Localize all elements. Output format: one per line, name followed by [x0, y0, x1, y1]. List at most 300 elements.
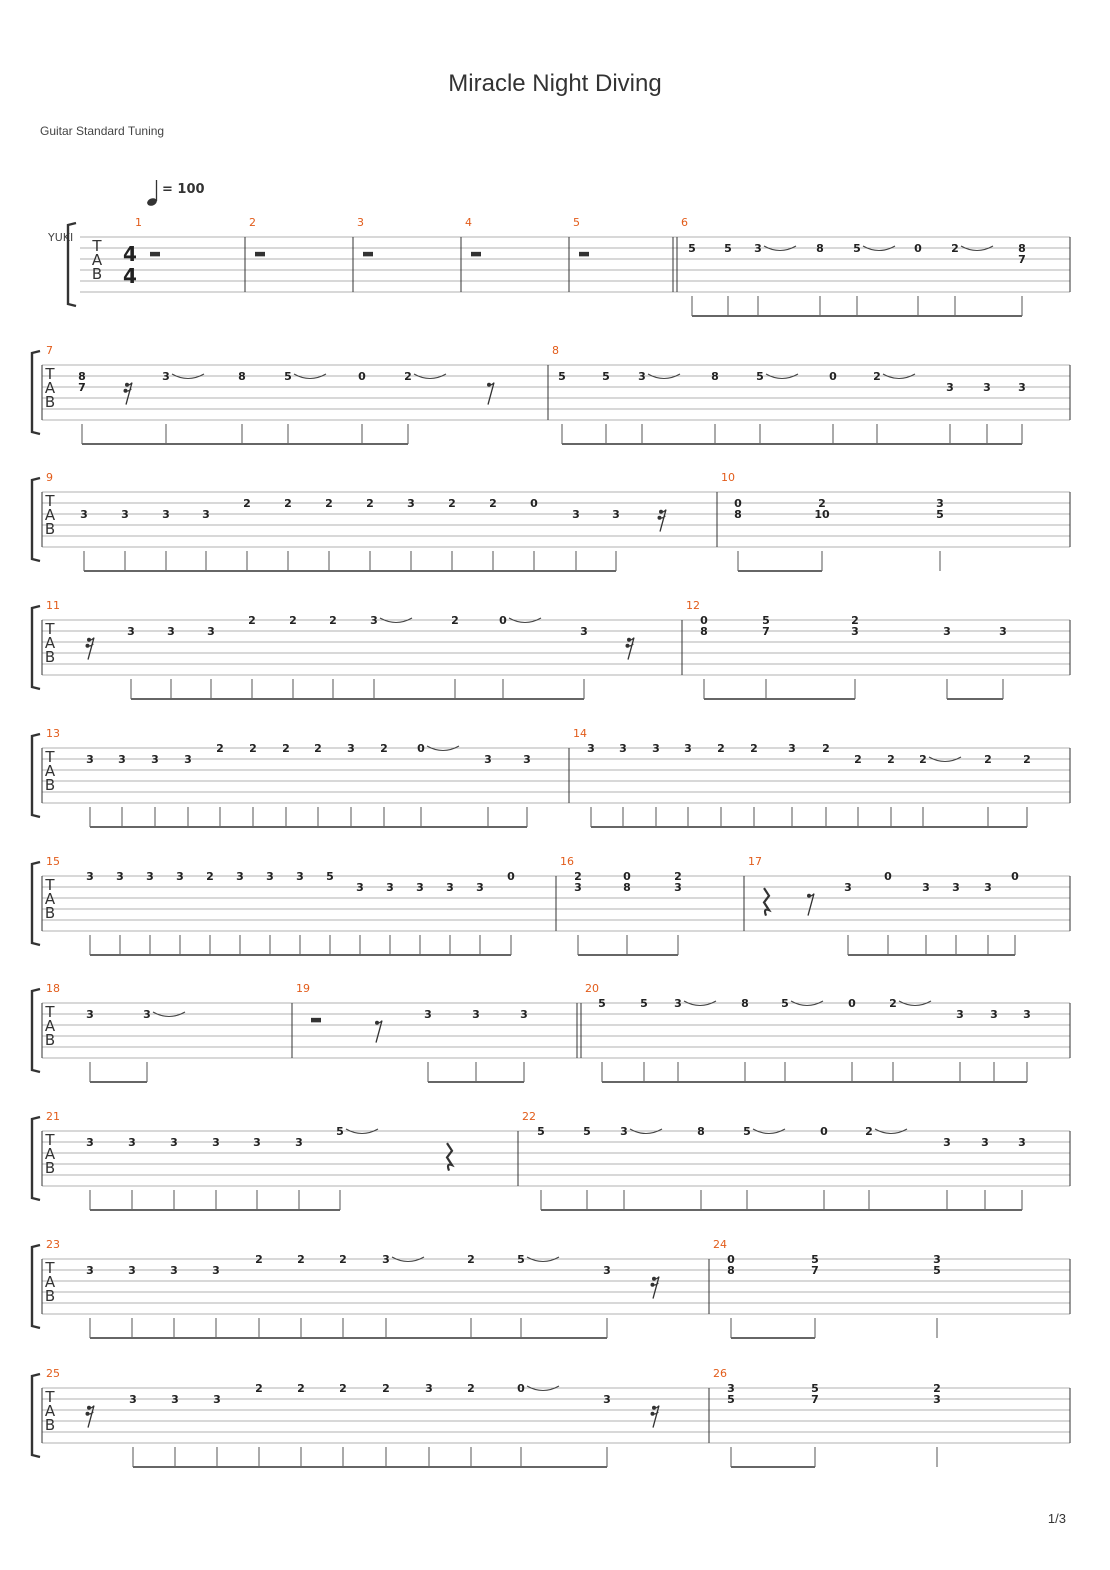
tab-clef-letter: T [45, 1259, 55, 1277]
system-bracket [32, 862, 40, 945]
fret-number: 3 [86, 1264, 94, 1277]
measure-number: 2 [249, 216, 256, 229]
measure-23 [46, 1238, 659, 1338]
fret-number: 3 [523, 753, 531, 766]
tab-clef-letter: A [44, 1402, 56, 1420]
tab-system [32, 1367, 1070, 1467]
fret-number: 0 [848, 997, 856, 1010]
fret-number: 3 [80, 508, 88, 521]
fret-number: 2 [339, 1382, 347, 1395]
fret-number: 3 [984, 881, 992, 894]
fret-number: 5 [933, 1264, 941, 1277]
fret-number: 3 [162, 370, 170, 383]
fret-number: 7 [762, 625, 770, 638]
fret-number: 0 [829, 370, 837, 383]
fret-number: 3 [118, 753, 126, 766]
tempo-marking [146, 180, 204, 207]
measure-number: 13 [46, 727, 60, 740]
fret-number: 3 [253, 1136, 261, 1149]
tab-clef-letter: T [45, 365, 55, 383]
fret-number: 7 [811, 1393, 819, 1406]
fret-number: 5 [756, 370, 764, 383]
fret-number: 3 [1018, 381, 1026, 394]
fret-number: 3 [347, 742, 355, 755]
tab-system [32, 344, 1070, 444]
tab-system [32, 982, 1070, 1082]
tuning-label: Guitar Standard Tuning [40, 124, 165, 138]
fret-number: 5 [598, 997, 606, 1010]
fret-number: 3 [946, 381, 954, 394]
fret-number: 3 [983, 381, 991, 394]
fret-number: 5 [762, 614, 770, 627]
measure-5 [573, 216, 589, 256]
fret-number: 3 [943, 625, 951, 638]
fret-number: 0 [820, 1125, 828, 1138]
fret-number: 0 [358, 370, 366, 383]
fret-number: 3 [128, 1264, 136, 1277]
fret-number: 2 [674, 870, 682, 883]
fret-number: 3 [213, 1393, 221, 1406]
fret-number: 5 [688, 242, 696, 255]
fret-number: 3 [86, 870, 94, 883]
fret-number: 2 [249, 742, 257, 755]
measure-number: 7 [46, 344, 53, 357]
fret-number: 3 [936, 497, 944, 510]
fret-number: 2 [822, 742, 830, 755]
systems-layer [32, 216, 1070, 1467]
fret-number: 2 [404, 370, 412, 383]
fret-number: 3 [603, 1393, 611, 1406]
measure-number: 1 [135, 216, 142, 229]
fret-number: 2 [297, 1382, 305, 1395]
fret-number: 3 [1018, 1136, 1026, 1149]
fret-number: 3 [86, 1008, 94, 1021]
measure-number: 20 [585, 982, 599, 995]
fret-number: 8 [711, 370, 719, 383]
fret-number: 2 [467, 1382, 475, 1395]
measure-number: 6 [681, 216, 688, 229]
fret-number: 0 [499, 614, 507, 627]
fret-number: 2 [851, 614, 859, 627]
measure-number: 22 [522, 1110, 536, 1123]
measure-number: 16 [560, 855, 574, 868]
fret-number: 8 [697, 1125, 705, 1138]
half-rest-icon [150, 252, 160, 257]
measure-4 [465, 216, 481, 256]
fret-number: 3 [674, 881, 682, 894]
fret-number: 0 [1011, 870, 1019, 883]
fret-number: 2 [750, 742, 758, 755]
fret-number: 2 [489, 497, 497, 510]
fret-number: 3 [933, 1253, 941, 1266]
page-number: 1/3 [1047, 1511, 1066, 1526]
fret-number: 3 [143, 1008, 151, 1021]
fret-number: 2 [451, 614, 459, 627]
fret-number: 3 [170, 1136, 178, 1149]
fret-number: 8 [741, 997, 749, 1010]
fret-number: 3 [151, 753, 159, 766]
fret-number: 2 [448, 497, 456, 510]
system-bracket [32, 734, 40, 817]
tab-clef-letter: T [45, 620, 55, 638]
fret-number: 0 [417, 742, 425, 755]
fret-number: 2 [206, 870, 214, 883]
tab-clef-letter: B [44, 520, 56, 538]
fret-number: 3 [236, 870, 244, 883]
fret-number: 2 [243, 497, 251, 510]
measure-24 [713, 1238, 941, 1338]
measure-18 [46, 982, 185, 1082]
tab-clef-letter: B [44, 393, 56, 411]
fret-number: 3 [472, 1008, 480, 1021]
half-rest-icon [255, 252, 265, 257]
fret-number: 8 [1018, 242, 1026, 255]
tab-clef-letter: A [44, 506, 56, 524]
system-bracket [32, 1117, 40, 1200]
measure-number: 17 [748, 855, 762, 868]
fret-number: 3 [484, 753, 492, 766]
tempo-value: = 100 [162, 182, 205, 197]
fret-number: 3 [127, 625, 135, 638]
system-bracket [32, 351, 40, 434]
tab-clef-letter: T [45, 1131, 55, 1149]
tab-clef-letter: B [44, 1287, 56, 1305]
fret-number: 5 [583, 1125, 591, 1138]
fret-number: 0 [734, 497, 742, 510]
fret-number: 2 [382, 1382, 390, 1395]
measure-26 [713, 1367, 941, 1467]
measure-14 [573, 727, 1031, 827]
measure-number: 5 [573, 216, 580, 229]
measure-number: 24 [713, 1238, 727, 1251]
fret-number: 3 [990, 1008, 998, 1021]
fret-number: 3 [956, 1008, 964, 1021]
fret-number: 3 [652, 742, 660, 755]
measure-1 [135, 216, 160, 256]
fret-number: 5 [811, 1253, 819, 1266]
tab-clef-letter: A [44, 1017, 56, 1035]
tab-clef-letter: T [45, 492, 55, 510]
measure-9 [46, 471, 666, 571]
system-bracket [32, 606, 40, 689]
tab-clef-letter: A [44, 890, 56, 908]
fret-number: 0 [884, 870, 892, 883]
fret-number: 3 [296, 870, 304, 883]
measure-2 [249, 216, 265, 256]
fret-number: 2 [314, 742, 322, 755]
system-bracket [32, 478, 40, 561]
fret-number: 3 [207, 625, 215, 638]
measure-15 [46, 855, 515, 955]
fret-number: 2 [255, 1253, 263, 1266]
fret-number: 3 [727, 1382, 735, 1395]
fret-number: 5 [558, 370, 566, 383]
fret-number: 3 [844, 881, 852, 894]
fret-number: 2 [919, 753, 927, 766]
fret-number: 5 [602, 370, 610, 383]
fret-number: 3 [295, 1136, 303, 1149]
measure-number: 18 [46, 982, 60, 995]
tab-system [32, 1110, 1070, 1210]
fret-number: 2 [854, 753, 862, 766]
fret-number: 3 [619, 742, 627, 755]
fret-number: 5 [284, 370, 292, 383]
measure-number: 9 [46, 471, 53, 484]
tab-system [32, 727, 1070, 827]
fret-number: 3 [446, 881, 454, 894]
measure-20 [585, 982, 1031, 1082]
fret-number: 3 [520, 1008, 528, 1021]
fret-number: 3 [212, 1264, 220, 1277]
fret-number: 2 [380, 742, 388, 755]
fret-number: 3 [128, 1136, 136, 1149]
fret-number: 8 [727, 1264, 735, 1277]
tab-clef-letter: B [44, 1031, 56, 1049]
tab-clef-letter: A [44, 1273, 56, 1291]
measure-13 [46, 727, 531, 827]
measure-number: 14 [573, 727, 587, 740]
fret-number: 7 [811, 1264, 819, 1277]
fret-number: 0 [700, 614, 708, 627]
fret-number: 8 [816, 242, 824, 255]
fret-number: 2 [717, 742, 725, 755]
fret-number: 3 [638, 370, 646, 383]
fret-number: 5 [326, 870, 334, 883]
fret-number: 3 [416, 881, 424, 894]
fret-number: 5 [743, 1125, 751, 1138]
fret-number: 3 [86, 753, 94, 766]
measure-number: 11 [46, 599, 60, 612]
fret-number: 3 [162, 508, 170, 521]
fret-number: 3 [266, 870, 274, 883]
fret-number: 3 [382, 1253, 390, 1266]
measure-12 [686, 599, 1007, 699]
fret-number: 3 [572, 508, 580, 521]
measure-21 [46, 1110, 452, 1210]
fret-number: 0 [517, 1382, 525, 1395]
fret-number: 5 [724, 242, 732, 255]
measure-16 [560, 855, 682, 955]
fret-number: 2 [216, 742, 224, 755]
fret-number: 2 [339, 1253, 347, 1266]
fret-number: 5 [537, 1125, 545, 1138]
fret-number: 2 [984, 753, 992, 766]
fret-number: 2 [818, 497, 826, 510]
tab-clef-letter: B [44, 1416, 56, 1434]
fret-number: 3 [952, 881, 960, 894]
fret-number: 3 [684, 742, 692, 755]
fret-number: 5 [517, 1253, 525, 1266]
fret-number: 8 [734, 508, 742, 521]
fret-number: 3 [116, 870, 124, 883]
fret-number: 2 [1023, 753, 1031, 766]
fret-number: 3 [922, 881, 930, 894]
quarter-rest-icon [764, 888, 769, 916]
measure-number: 4 [465, 216, 472, 229]
fret-number: 2 [889, 997, 897, 1010]
fret-number: 3 [212, 1136, 220, 1149]
fret-number: 3 [129, 1393, 137, 1406]
tab-clef-letter: A [44, 762, 56, 780]
fret-number: 3 [587, 742, 595, 755]
measure-10 [721, 471, 944, 571]
measure-number: 19 [296, 982, 310, 995]
fret-number: 2 [467, 1253, 475, 1266]
fret-number: 3 [356, 881, 364, 894]
fret-number: 2 [325, 497, 333, 510]
fret-number: 5 [811, 1382, 819, 1395]
fret-number: 8 [78, 370, 86, 383]
fret-number: 3 [476, 881, 484, 894]
fret-number: 0 [530, 497, 538, 510]
measure-3 [357, 216, 373, 256]
half-rest-icon [311, 1018, 321, 1023]
tab-system [32, 471, 1070, 571]
fret-number: 3 [1023, 1008, 1031, 1021]
fret-number: 3 [170, 1264, 178, 1277]
fret-number: 3 [603, 1264, 611, 1277]
fret-number: 2 [574, 870, 582, 883]
fret-number: 3 [580, 625, 588, 638]
system-bracket [32, 1374, 40, 1457]
fret-number: 3 [407, 497, 415, 510]
measure-number: 12 [686, 599, 700, 612]
fret-number: 3 [86, 1136, 94, 1149]
fret-number: 8 [623, 881, 631, 894]
tab-clef-letter: A [91, 251, 103, 269]
fret-number: 2 [366, 497, 374, 510]
measure-22 [522, 1110, 1026, 1210]
fret-number: 2 [933, 1382, 941, 1395]
fret-number: 0 [727, 1253, 735, 1266]
fret-number: 2 [865, 1125, 873, 1138]
fret-number: 2 [289, 614, 297, 627]
fret-number: 2 [255, 1382, 263, 1395]
measure-number: 10 [721, 471, 735, 484]
fret-number: 0 [914, 242, 922, 255]
system-bracket [32, 989, 40, 1072]
fret-number: 3 [171, 1393, 179, 1406]
fret-number: 3 [202, 508, 210, 521]
fret-number: 3 [943, 1136, 951, 1149]
fret-number: 2 [887, 753, 895, 766]
fret-number: 3 [612, 508, 620, 521]
measure-8 [552, 344, 1026, 444]
fret-number: 3 [620, 1125, 628, 1138]
fret-number: 2 [282, 742, 290, 755]
fret-number: 3 [167, 625, 175, 638]
fret-number: 3 [851, 625, 859, 638]
fret-number: 2 [248, 614, 256, 627]
tab-clef-letter: B [44, 1159, 56, 1177]
fret-number: 3 [788, 742, 796, 755]
fret-number: 7 [78, 381, 86, 394]
measure-number: 26 [713, 1367, 727, 1380]
measure-19 [296, 982, 528, 1082]
fret-number: 5 [781, 997, 789, 1010]
fret-number: 3 [425, 1382, 433, 1395]
tab-clef-letter: T [45, 1003, 55, 1021]
fret-number: 3 [370, 614, 378, 627]
fret-number: 3 [386, 881, 394, 894]
tab-system [68, 216, 1070, 316]
tab-system [32, 855, 1070, 955]
measure-number: 3 [357, 216, 364, 229]
fret-number: 5 [336, 1125, 344, 1138]
measure-number: 21 [46, 1110, 60, 1123]
fret-number: 2 [297, 1253, 305, 1266]
song-title: Miracle Night Diving [448, 70, 662, 97]
tab-clef-letter: T [45, 876, 55, 894]
half-rest-icon [363, 252, 373, 257]
time-signature-top: 4 [123, 242, 137, 266]
fret-number: 0 [507, 870, 515, 883]
fret-number: 5 [853, 242, 861, 255]
fret-number: 8 [238, 370, 246, 383]
system-bracket [32, 1245, 40, 1328]
measure-25 [46, 1367, 659, 1467]
measure-17 [748, 855, 1019, 955]
fret-number: 3 [184, 753, 192, 766]
tab-system [32, 599, 1070, 699]
measure-number: 8 [552, 344, 559, 357]
tab-clef-letter: T [45, 1388, 55, 1406]
time-signature-bottom: 4 [123, 264, 137, 288]
fret-number: 2 [284, 497, 292, 510]
fret-number: 2 [873, 370, 881, 383]
measure-number: 15 [46, 855, 60, 868]
fret-number: 3 [999, 625, 1007, 638]
fret-number: 10 [814, 508, 830, 521]
tab-clef-letter: B [44, 776, 56, 794]
tab-clef-letter: B [44, 648, 56, 666]
measure-7 [46, 344, 494, 444]
fret-number: 3 [146, 870, 154, 883]
measure-number: 25 [46, 1367, 60, 1380]
fret-number: 3 [121, 508, 129, 521]
fret-number: 5 [640, 997, 648, 1010]
fret-number: 3 [574, 881, 582, 894]
fret-number: 3 [176, 870, 184, 883]
track-name: YUKI [48, 231, 74, 244]
tab-clef-letter: A [44, 379, 56, 397]
fret-number: 2 [329, 614, 337, 627]
tab-clef-letter: T [92, 237, 102, 255]
tab-system [32, 1238, 1070, 1338]
fret-number: 8 [700, 625, 708, 638]
fret-number: 5 [936, 508, 944, 521]
tab-clef-letter: T [45, 748, 55, 766]
half-rest-icon [471, 252, 481, 257]
fret-number: 0 [623, 870, 631, 883]
measure-11 [46, 599, 634, 699]
measure-number: 23 [46, 1238, 60, 1251]
tab-clef-letter: A [44, 634, 56, 652]
fret-number: 2 [951, 242, 959, 255]
fret-number: 3 [933, 1393, 941, 1406]
fret-number: 3 [754, 242, 762, 255]
fret-number: 3 [981, 1136, 989, 1149]
half-rest-icon [579, 252, 589, 257]
fret-number: 5 [727, 1393, 735, 1406]
tab-clef-letter: B [44, 904, 56, 922]
fret-number: 3 [424, 1008, 432, 1021]
quarter-rest-icon [447, 1143, 452, 1171]
tab-clef-letter: B [91, 265, 103, 283]
measure-6 [681, 216, 1026, 316]
fret-number: 3 [674, 997, 682, 1010]
tab-clef-letter: A [44, 1145, 56, 1163]
